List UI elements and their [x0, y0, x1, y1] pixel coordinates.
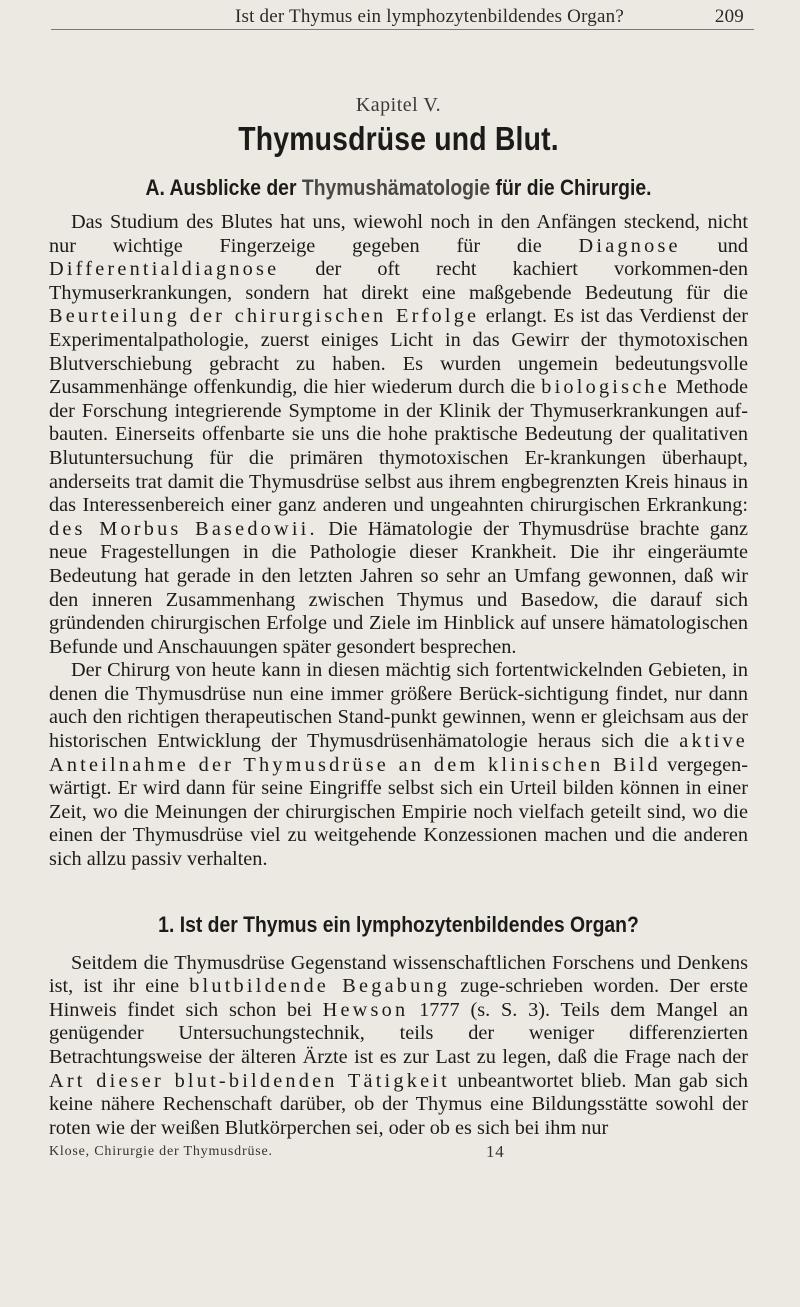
- p3-emphasis-art-taetigkeit: Art dieser blut-bildenden Tätigkeit: [49, 1069, 450, 1092]
- page-footer: [49, 1142, 748, 1164]
- p1-text-2: und: [717, 234, 748, 257]
- header-rule: [51, 29, 754, 30]
- p1-text-3: der oft recht kachiert vorkommen-den Thymuserkrankungen, sondern hat direkt eine maßgebende Bedeutung für die: [49, 258, 748, 304]
- chapter-label: Kapitel V.: [355, 94, 442, 116]
- p3-text-2: zuge-schrieben worden. Der erste Hinweis findet sich schon bei: [49, 975, 748, 1021]
- p3-emphasis-hewson: Hewson: [322, 998, 409, 1021]
- footer-signature: Klose, Chirurgie der Thymusdrüse.: [49, 1144, 273, 1160]
- p3-emphasis-blutbildende-begabung: blutbildende Begabung: [189, 975, 451, 998]
- p1-text-1: Das Studium des Blutes hat uns, wiewohl noch in den Anfängen steckend, nicht nur wichtige Fingerzeige gegeben für die: [49, 211, 748, 257]
- p3-text-3: 1777 (s. S. 3). Teils dem Mangel an genügender Untersuchungstechnik, teils der weniger differenzierten Betrachtungsweise der älteren Ärzte ist es zur Last zu legen, daß die Frage nach der: [49, 998, 748, 1068]
- p1-emphasis-diagnose: Diagnose: [578, 234, 681, 257]
- page-number: 209: [714, 6, 744, 27]
- p1-emphasis-biologische: biologische: [541, 376, 670, 399]
- p1-emphasis-morbus-basedowii: des Morbus Basedowii.: [49, 517, 318, 540]
- section-heading-suffix: für die Chirurgie.: [495, 175, 652, 200]
- p1-text-5: Methode der Forschung integrierende Symptome in der Klinik der Thymuserkrankungen auf-bauten. Einerseits offenbarte sie uns die hohe praktische Bedeutung der qualitativen Blutuntersuchung für die primären thymotoxischen Er-krankungen überhaupt, anderseits trat damit die Thymusdrüse selbst aus ihrem engbegrenzten Kreis hinaus in das Interessenbereich einer ganz anderen und ungeahnten chirurgischen Erkrankung:: [49, 376, 748, 517]
- p1-emphasis-differentialdiagnose: Differentialdiagnose: [49, 258, 280, 281]
- p1-text-6: Die Hämatologie der Thymusdrüse brachte ganz neue Fragestellungen in die Pathologie dieser Krankheit. Die ihr eingeräumte Bedeutung hat gerade in den letzten Jahren so sehr an Umfang gewonnen, daß wir den inneren Zusammenhang zwischen Thymus und Basedow, die darauf sich gründenden chirurgischen Erfolge und Ziele im Hinblick auf unsere hämatologischen Befunde und Anschauungen später gesondert besprechen.: [49, 517, 749, 658]
- paragraph-1: [49, 211, 748, 659]
- footer-sheet-number: 14: [486, 1142, 505, 1162]
- p3-text-4: unbeantwortet blieb. Man gab sich keine nähere Rechenschaft darüber, ob der Thymus eine Bildungsstätte sowohl der roten wie der weißen Blutkörperchen sei, oder ob es sich bei ihm nur: [49, 1069, 748, 1139]
- chapter-title: Thymusdrüse und Blut.: [238, 120, 559, 157]
- section-heading-prefix: A. Ausblicke der: [145, 175, 297, 200]
- p2-emphasis-anteilnahme: aktive Anteilnahme der Thymusdrüse an dem klinischen Bild: [49, 730, 749, 776]
- section-heading-middle: Thymushämatologie: [301, 175, 491, 200]
- running-head-title: Ist der Thymus ein lymphozytenbildendes Organ?: [235, 6, 624, 27]
- section-heading-a: [91, 175, 706, 201]
- subsection-heading-1: 1. Ist der Thymus ein lymphozytenbildendes Organ?: [158, 911, 639, 937]
- p1-text-4: erlangt. Es ist das Verdienst der Experimentalpathologie, zuerst einiges Licht in das Gewirr der thymotoxischen Blutverschiebung gebracht zu haben. Es wurden ungemein bedeutungsvolle Zusammenhänge offenkundig, die hier wiederum durch die: [49, 305, 748, 399]
- p1-emphasis-beurteilung: Beurteilung der chirurgischen Erfolge: [49, 305, 480, 328]
- paragraph-2: [49, 659, 748, 871]
- p2-text-2: vergegen-wärtigt. Er wird dann für seine Eingriffe selbst sich ein Urteil bilden können in einer Zeit, wo die Meinungen der chirurgischen Empirie noch vielfach geteilt sind, wo die einen der Thymusdrüse viel zu weitgehende Konzessionen machen und die anderen sich allzu passiv verhalten.: [49, 753, 748, 871]
- p3-text-1: Seitdem die Thymusdrüse Gegenstand wissenschaftlichen Forschens und Denkens ist, ist ihr eine: [49, 951, 748, 998]
- p2-text-1: Der Chirurg von heute kann in diesen mächtig sich fortentwickelnden Gebieten, in denen die Thymusdrüse nun eine immer größere Berück-sichtigung findet, nur dann auch den richtigen therapeutischen Stand-punkt gewinnen, wenn er gleichsam aus der historischen Entwicklung der Thymusdrüsenhämatologie heraus sich die: [49, 659, 748, 753]
- paragraph-3: [49, 952, 748, 1141]
